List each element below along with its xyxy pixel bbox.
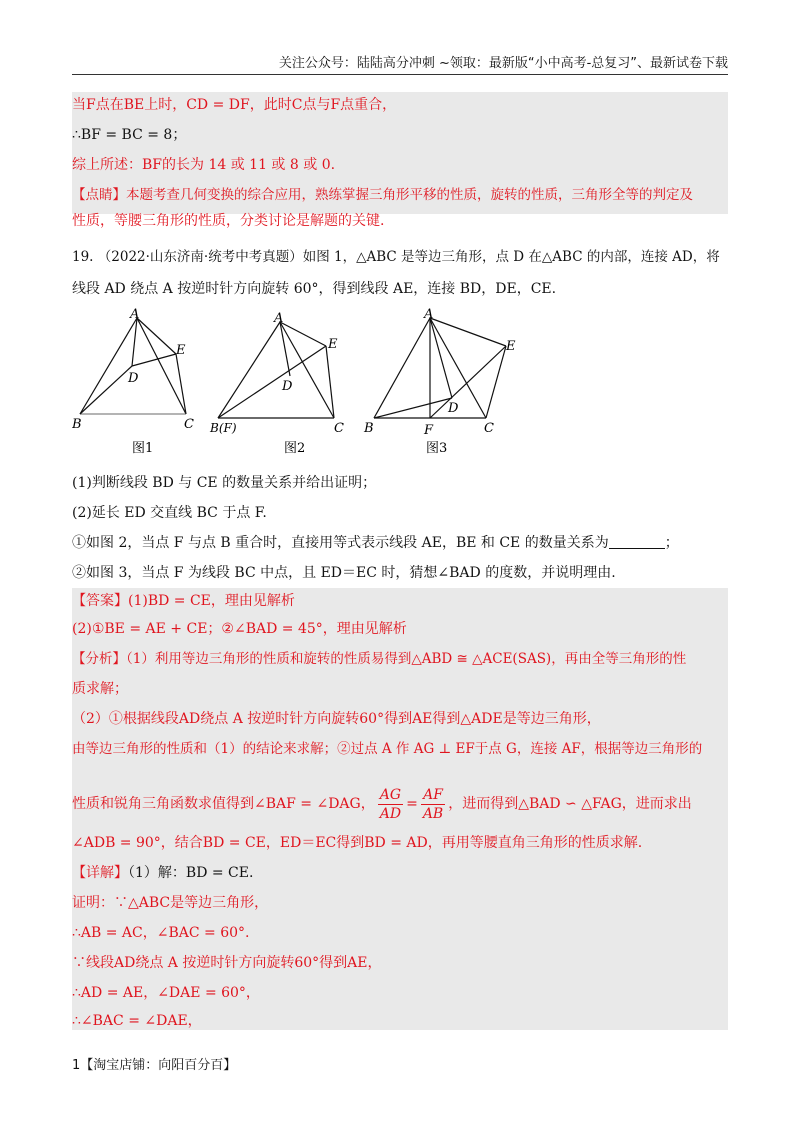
answer-line: 【答案】(1)BD = CE，理由见解析 <box>72 593 295 609</box>
fraction-denominator: AB <box>422 805 444 822</box>
caption-fig2: 图2 <box>284 441 306 456</box>
answer-blank[interactable] <box>609 534 665 549</box>
label-B: B <box>364 421 374 436</box>
label-E: E <box>176 343 186 358</box>
analysis-text: 得到BD = AD，再用等腰直角三角形的性质求解. <box>336 835 643 851</box>
fraction <box>421 786 445 823</box>
text-line: 综上所述：BF的长为 14 或 11 或 8 或 0. <box>72 157 336 173</box>
label-A: A <box>274 311 284 326</box>
text-line: ∴BF = BC = 8； <box>72 127 187 143</box>
fraction-numerator: AG <box>378 786 403 805</box>
analysis-line: 【分析】（1）利用等边三角形的性质和旋转的性质易得到△ABD ≅ △ACE(SAS)，再由全等三角形的性 <box>72 651 687 667</box>
detail-line <box>72 862 728 884</box>
label-F: F <box>424 423 434 438</box>
detail-line: ∴∠BAC = ∠DAE， <box>72 1013 202 1029</box>
label-D: D <box>448 401 459 416</box>
label-D: D <box>128 371 139 386</box>
fraction-numerator: AF <box>421 786 445 805</box>
page-footer: 1【淘宝店铺：向阳百分百】 <box>72 1058 237 1073</box>
answer-line: (2)①BE = AE + CE；②∠BAD = 45°，理由见解析 <box>72 621 407 637</box>
label-E: E <box>506 339 516 354</box>
label-BF: B(F) <box>210 421 237 435</box>
analysis-text: ，进而得到△BAD ∽ △FAG，进而求出 <box>448 796 692 812</box>
fraction-denominator: AD <box>379 805 402 822</box>
sub-question-2-1 <box>72 532 728 554</box>
label-B: B <box>72 417 82 432</box>
dianjing-line: 【点睛】本题考查几何变换的综合应用，熟练掌握三角形平移的性质，旋转的性质，三角形全等的判定及 <box>72 187 693 203</box>
figure-2 <box>218 322 334 418</box>
figure-3 <box>374 318 506 418</box>
analysis-line <box>72 784 728 824</box>
figures <box>72 306 532 466</box>
equals-sign: = <box>406 796 418 812</box>
question-19-line: 19. （2022·山东济南·统考中考真题）如图 1，△ABC 是等边三角形，点 D 在△ABC 的内部，连接 AD，将 <box>72 249 720 265</box>
detail-line: ∴AB = AC，∠BAC = 60°. <box>72 925 250 941</box>
label-C: C <box>334 421 344 436</box>
label-D: D <box>282 379 293 394</box>
sub-question-2: (2)延长 ED 交直线 BC 于点 F. <box>72 505 267 521</box>
caption-fig1: 图1 <box>132 441 154 456</box>
label-A: A <box>130 307 140 322</box>
analysis-line <box>72 832 728 854</box>
dianjing-line: 性质，等腰三角形的性质，分类讨论是解题的关键. <box>72 213 385 229</box>
sub-question-1: (1)判断线段 BD 与 CE 的数量关系并给出证明； <box>72 475 377 491</box>
sub-question-2-2: ②如图 3，当点 F 为线段 BC 中点，且 ED＝EC 时，猜想∠BAD 的度数，并说明理由. <box>72 565 616 581</box>
text-line: 当F点在BE上时，CD = DF，此时C点与F点重合， <box>72 97 397 113</box>
label-E: E <box>328 337 338 352</box>
figure-1 <box>80 318 186 414</box>
analysis-line: （2）①根据线段AD绕点 A 按逆时针方向旋转60°得到AE得到△ADE是等边三角形， <box>72 711 601 727</box>
analysis-text: 性质和锐角三角函数求值得到∠BAF = ∠DAG， <box>72 796 375 812</box>
analysis-line: 由等边三角形的性质和（1）的结论来求解；②过点 A 作 AG ⊥ EF于点 G，连接 AF，根据等边三角形的 <box>72 741 703 757</box>
label-C: C <box>484 421 494 436</box>
page-header <box>72 52 728 75</box>
sub-question-text: ； <box>664 535 679 551</box>
question-19-line: 线段 AD 绕点 A 按逆时针方向旋转 60°，得到线段 AE，连接 BD，DE，CE. <box>72 281 557 297</box>
geometry-figures <box>72 306 532 466</box>
detail-line: 证明：∵△ABC是等边三角形， <box>72 895 269 911</box>
analysis-line: 质求解； <box>72 681 128 697</box>
analysis-text: ∠ADB = 90°，结合BD = CE， <box>72 835 280 851</box>
fraction <box>378 786 403 823</box>
detail-text: （1）解：BD = CE. <box>128 865 254 881</box>
analysis-text: ED＝EC <box>279 835 337 851</box>
label-C: C <box>184 417 194 432</box>
detail-tag: 【详解】 <box>72 865 128 881</box>
detail-line: ∵线段AD绕点 A 按逆时针方向旋转60°得到AE， <box>72 955 382 971</box>
header-text: 关注公众号：陆陆高分冲刺 ~领取：最新版“小中高考-总复习”、最新试卷下载 <box>278 56 728 71</box>
detail-line: ∴AD = AE，∠DAE = 60°， <box>72 985 260 1001</box>
caption-fig3: 图3 <box>426 441 448 456</box>
label-A: A <box>424 307 434 322</box>
sub-question-text: ①如图 2，当点 F 与点 B 重合时，直接用等式表示线段 AE，BE 和 CE 的数量关系为 <box>72 535 609 551</box>
